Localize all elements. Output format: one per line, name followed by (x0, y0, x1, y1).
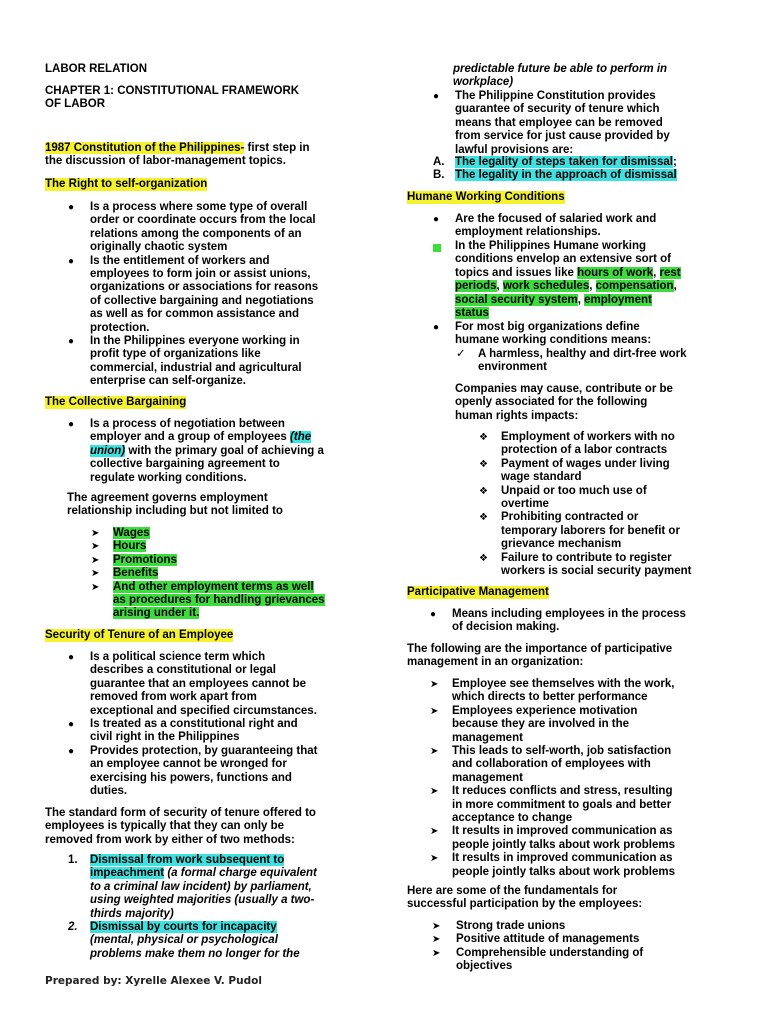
diamond-icon: ❖ (479, 458, 488, 470)
fundamentals-paragraph (407, 885, 737, 912)
text-line: The standard form of security of tenure offered to (45, 807, 316, 819)
bullet-icon: ● (68, 336, 75, 348)
text-line: grievance mechanism (501, 538, 622, 551)
text-line: arising under it. (113, 607, 200, 620)
list-item (68, 335, 370, 389)
text-line: exceptional and specified circumstances. (90, 704, 317, 717)
text-line: , (589, 280, 596, 293)
text-line: human rights impacts: (455, 409, 579, 422)
fundamental-item (432, 933, 731, 946)
text-line: removed from work apart from (90, 691, 257, 704)
continued-text (453, 63, 733, 90)
method-1 (68, 854, 370, 921)
text-line: commercial, industrial and agricultural (90, 361, 302, 374)
text-line: (a formal charge equivalent (164, 867, 317, 880)
fundamentals-points (432, 920, 731, 974)
topic-highlight: social security system (455, 293, 578, 306)
fundamental-item (432, 920, 731, 933)
text-line: It results in improved communication as (452, 852, 673, 865)
text-line: which directs to better performance (452, 691, 648, 704)
text-line: means that employee can be removed (455, 116, 663, 129)
impact-item (479, 511, 731, 551)
text-line: humane working conditions means: (455, 334, 652, 347)
text-line: as well as for common assistance and (90, 308, 299, 321)
arrow-icon: ➤ (430, 746, 439, 758)
text-line: ; (672, 156, 677, 168)
text-line: Prohibiting contracted or (501, 511, 639, 524)
arrow-icon: ➤ (91, 554, 100, 566)
importance-item (430, 745, 732, 785)
bullet-icon: ● (68, 652, 75, 663)
humane-bullet-3 (433, 321, 725, 348)
bullet-icon: ● (430, 609, 437, 620)
arrow-icon: ➤ (91, 581, 100, 593)
impacts-list (479, 431, 731, 578)
text-line: (mental, physical or psychological (90, 934, 278, 947)
method-highlight: Dismissal by courts for incapacity (90, 921, 277, 933)
bullet-icon: ● (68, 745, 75, 757)
text-line: In the Philippines everyone working in (90, 335, 300, 348)
section-heading-collective: The Collective Bargaining (45, 396, 187, 408)
text-line: Employees experience motivation (452, 704, 638, 717)
text-line: Here are some of the fundamentals for (407, 885, 618, 897)
method-highlight: impeachment (90, 867, 165, 880)
bullet-icon (433, 243, 441, 256)
topic-highlight: work schedules (502, 280, 590, 293)
text-line: A harmless, healthy and dirt-free work (478, 348, 687, 360)
humane-check (456, 348, 733, 375)
document-title: LABOR RELATION (45, 63, 148, 75)
bullet-icon: ● (68, 719, 75, 731)
text-line: Is a political science term which (90, 651, 266, 663)
section-heading-humane: Humane Working Conditions (407, 191, 565, 203)
companies-paragraph (455, 383, 725, 423)
text-line: organizations or associations for reasons (90, 281, 319, 294)
diamond-icon: ❖ (479, 485, 488, 497)
humane-bullet-2 (455, 240, 725, 320)
method-highlight: Dismissal from work subsequent to (90, 854, 285, 866)
section-heading-participative: Participative Management (407, 586, 549, 598)
self-org-bullets (68, 201, 370, 389)
diamond-icon: ❖ (479, 512, 488, 524)
arrow-icon: ➤ (91, 541, 100, 553)
list-item (68, 651, 370, 718)
text-line: For most big organizations define (455, 321, 640, 333)
text-line: Hours (113, 540, 147, 553)
text-line: protection of a labor contracts (501, 444, 668, 457)
arrow-icon: ➤ (91, 568, 100, 580)
text-line: The Philippine Constitution provides (455, 90, 656, 102)
text-line: Payment of wages under living (501, 457, 670, 470)
text-line: workers is social security payment (501, 565, 692, 578)
topic-highlight: employment (584, 293, 652, 306)
text-line: , (673, 280, 677, 293)
text-line: exercising his powers, functions and (90, 771, 292, 784)
method-2 (68, 921, 370, 961)
section-heading-tenure: Security of Tenure of an Employee (45, 629, 234, 641)
text-line: duties. (90, 785, 128, 798)
text-line: profit type of organizations like (90, 348, 261, 361)
importance-paragraph (407, 643, 737, 670)
impact-item (479, 431, 731, 458)
text-line: Is the entitlement of workers and (90, 254, 270, 267)
diamond-icon: ❖ (479, 552, 488, 564)
text-line: protection. (90, 321, 150, 334)
bullet-icon: ● (433, 214, 440, 225)
text-line: guarantee of security of tenure which (455, 103, 660, 116)
bullet-icon: ● (68, 419, 75, 430)
text-line: Comprehensible understanding of (456, 946, 644, 959)
text-line: of decision making. (452, 621, 560, 634)
text-line: Are the focused of salaried work and (455, 213, 657, 225)
text-line: management (452, 731, 523, 744)
standard-paragraph (45, 807, 375, 847)
text-line: , (577, 293, 585, 306)
text-line: Strong trade unions (456, 920, 566, 932)
participative-bullet (430, 608, 732, 635)
list-item (68, 744, 370, 799)
text-line: The following are the importance of participative (407, 643, 673, 655)
bullet-icon: ● (68, 255, 75, 267)
agreement-paragraph (67, 492, 283, 519)
list-number: 1. (68, 854, 78, 866)
text-line: Is treated as a constitutional right and (90, 718, 298, 731)
importance-item (430, 785, 732, 825)
impact-item (479, 484, 731, 512)
chapter-title (45, 85, 299, 112)
text-line: Benefits (113, 567, 159, 580)
text-line: topics and issues like (455, 266, 578, 279)
arrow-icon: ➤ (430, 786, 439, 798)
text-line: Promotions (113, 553, 177, 566)
text-line: It results in improved communication as (452, 825, 673, 838)
footer-author: Prepared by: Xyrelle Alexee V. Pudol (45, 975, 262, 987)
text-line: from service for just cause provided by (455, 130, 670, 143)
tenure-bullets (68, 651, 370, 798)
text-line: predictable future be able to perform in (453, 63, 668, 75)
text-line: problems make them no longer for the (90, 947, 300, 960)
arrow-icon: ➤ (91, 528, 100, 539)
topic-highlight: compensation (595, 280, 674, 293)
text-line: Positive attitude of managements (456, 933, 640, 946)
arrow-icon: ➤ (430, 853, 439, 865)
list-item (68, 718, 370, 745)
text-line: removed from work by either of two methods: (45, 833, 295, 846)
constitution-bullet (433, 90, 725, 157)
provision-a (433, 156, 745, 169)
provision-highlight: The legality of steps taken for dismissal (455, 156, 673, 168)
agreement-items (91, 527, 373, 621)
impact-item (479, 457, 731, 485)
text-line: to a criminal law incident) by parliament, (90, 880, 312, 893)
text-line: employment relationships. (455, 226, 601, 239)
text-line: openly associated for the following (455, 396, 648, 409)
text-line: order or coordinate occurs from the local (90, 214, 316, 227)
arrow-icon: ➤ (432, 934, 441, 946)
chapter-line: OF LABOR (45, 98, 106, 111)
text-line: management in an organization: (407, 656, 584, 669)
arrow-icon: ➤ (430, 826, 439, 838)
text-line: because they are involved in the (452, 718, 630, 731)
topic-highlight: status (455, 307, 489, 320)
intro-text: first step in (244, 142, 310, 154)
text-line: acceptance to change (452, 812, 573, 825)
intro-text: the discussion of labor-management topics. (45, 155, 286, 168)
fundamental-item (432, 946, 731, 974)
text-line: Provides protection, by guaranteeing that (90, 744, 318, 757)
text-line: conditions envelop an extensive sort of (455, 253, 671, 266)
text-line: In the Philippines Humane working (455, 240, 647, 252)
text-line: collective bargaining agreement to (90, 458, 280, 471)
list-item (68, 254, 370, 335)
text-line: Companies may cause, contribute or be (455, 383, 673, 395)
text-line: objectives (456, 960, 513, 973)
text-line: relations among the components of an (90, 227, 302, 240)
diamond-icon: ❖ (479, 432, 488, 443)
text-line: describes a constitutional or legal (90, 664, 276, 677)
text-line: with the primary goal of achieving a (125, 444, 324, 457)
text-line: people jointly talks about work problems (452, 865, 676, 878)
text-line: Is a process of negotiation between (90, 418, 285, 430)
text-line: temporary laborers for benefit or (501, 524, 680, 537)
text-line: The agreement governs employment (67, 492, 268, 504)
text-line: overtime (501, 498, 549, 511)
bullet-icon: ● (433, 322, 440, 333)
agreement-item (91, 527, 373, 540)
text-line: It reduces conflicts and stress, resulting (452, 785, 673, 798)
text-line: as procedures for handling grievances (113, 594, 325, 607)
chapter-line: CHAPTER 1: CONSTITUTIONAL FRAMEWORK (45, 85, 300, 97)
text-line: And other employment terms as well (113, 580, 314, 593)
importance-item (430, 704, 732, 745)
text-line: Employee see themselves with the work, (452, 678, 675, 690)
text-line: regulate working conditions. (90, 471, 247, 484)
text-line: Employment of workers with no (501, 431, 675, 443)
bullet-icon: ● (433, 91, 440, 102)
text-line: an employee cannot be wronged for (90, 758, 287, 771)
impact-item (479, 551, 731, 579)
importance-item (430, 852, 732, 879)
agreement-item (91, 540, 373, 553)
provision-highlight: The legality in the approach of dismissal (455, 169, 677, 181)
intro-highlight: 1987 Constitution of the Philippines- (45, 142, 245, 154)
text-line: and collaboration of employees with (452, 758, 651, 771)
text-line: workplace) (453, 76, 514, 89)
provision-b (433, 169, 745, 182)
check-icon: ✓ (456, 348, 466, 360)
text-line: guarantee that an employees cannot be (90, 677, 307, 690)
arrow-icon: ➤ (432, 947, 441, 959)
arrow-icon: ➤ (430, 679, 439, 690)
list-number: 2. (68, 921, 78, 933)
text-line: originally chaotic system (90, 241, 228, 254)
text-line: Is a process where some type of overall (90, 201, 308, 213)
text-line: people jointly talks about work problems (452, 838, 676, 851)
agreement-item (91, 553, 373, 567)
text-line: in more commitment to goals and better (452, 798, 672, 811)
text-line: Means including employees in the process (452, 608, 686, 620)
text-line: relationship including but not limited to (67, 505, 283, 518)
agreement-item (91, 567, 373, 580)
topic-highlight: hours of work (577, 266, 654, 279)
union-highlight: union) (90, 444, 126, 457)
text-line: , (496, 280, 503, 293)
text-line: of collective bargaining and negotiations (90, 294, 314, 307)
text-line: Wages (113, 527, 150, 539)
text-line: employer and a group of employees (90, 431, 291, 444)
topic-highlight: rest (659, 266, 681, 279)
text-line: using weighted majorities (usually a two- (90, 894, 315, 907)
list-letter: B. (433, 169, 445, 181)
bullet-icon: ● (68, 202, 75, 213)
text-line: employees is typically that they can only be (45, 820, 285, 833)
text-line: enterprise can self-organize. (90, 375, 246, 388)
agreement-item (91, 580, 373, 621)
text-line: management (452, 771, 523, 784)
text-line: wage standard (501, 471, 582, 484)
importance-points (430, 678, 732, 879)
text-line: environment (478, 361, 548, 374)
list-letter: A. (433, 156, 445, 168)
text-line: , (653, 266, 660, 279)
text-line: This leads to self-worth, job satisfaction (452, 745, 672, 758)
arrow-icon: ➤ (432, 921, 441, 932)
arrow-icon: ➤ (430, 705, 439, 717)
section-heading-self-org: The Right to self-organization (45, 178, 208, 190)
text-line: Failure to contribute to register (501, 551, 672, 564)
importance-item (430, 825, 732, 852)
collective-bullet (68, 418, 370, 485)
topic-highlight: periods (455, 280, 497, 293)
intro-paragraph (45, 142, 365, 169)
text-line: employees to form join or assist unions, (90, 268, 311, 281)
importance-item (430, 678, 732, 705)
text-line: successful participation by the employees: (407, 898, 643, 911)
union-highlight: (the (290, 431, 312, 444)
text-line: Unpaid or too much use of (501, 484, 647, 497)
list-item (68, 201, 370, 255)
text-line: thirds majority) (90, 907, 174, 920)
text-line: lawful provisions are: (455, 143, 574, 156)
humane-bullet-1 (433, 213, 725, 240)
text-line: civil right in the Philippines (90, 731, 240, 744)
